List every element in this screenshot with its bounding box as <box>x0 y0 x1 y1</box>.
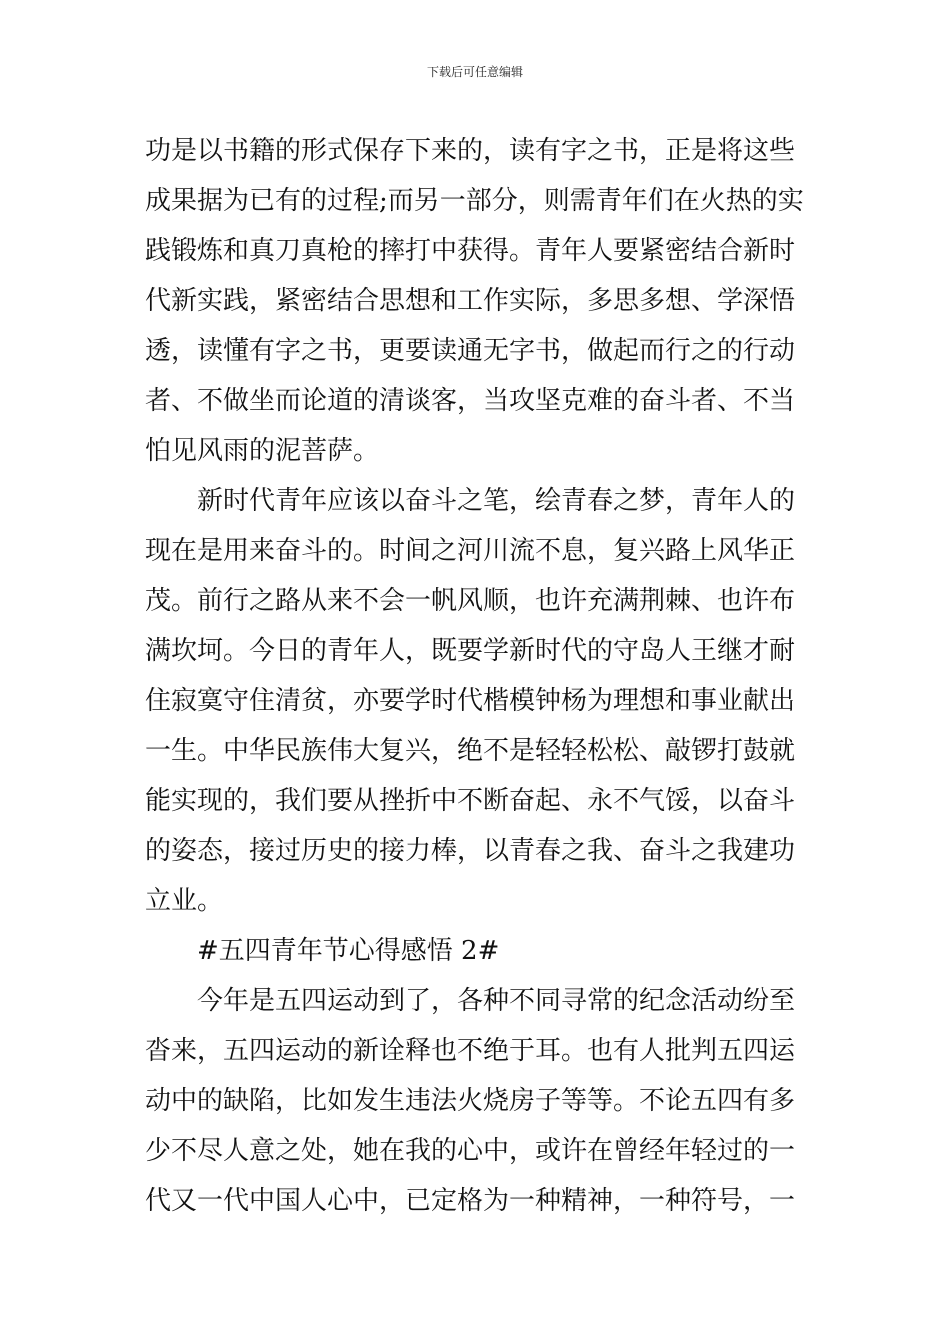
text-line: 少不尽人意之处，她在我的心中，或许在曾经年轻过的一 <box>145 1136 796 1166</box>
text-line: 的姿态，接过历史的接力棒，以青春之我、奋斗之我建功 <box>145 836 796 866</box>
text-line: 成果据为已有的过程;而另一部分，则需青年们在火热的实 <box>145 186 804 216</box>
text-line: 能实现的，我们要从挫折中不断奋起、永不气馁，以奋斗 <box>145 786 796 816</box>
text-line: 一生。中华民族伟大复兴，绝不是轻轻松松、敲锣打鼓就 <box>145 736 796 766</box>
text-line: 满坎坷。今日的青年人，既要学新时代的守岛人王继才耐 <box>145 636 796 666</box>
text-line: 沓来，五四运动的新诠释也不绝于耳。也有人批判五四运 <box>145 1036 796 1066</box>
text-line: 今年是五四运动到了，各种不同寻常的纪念活动纷至 <box>197 986 796 1016</box>
text-line: 者、不做坐而论道的清谈客，当攻坚克难的奋斗者、不当 <box>145 386 796 416</box>
text-line: 践锻炼和真刀真枪的摔打中获得。青年人要紧密结合新时 <box>145 236 796 266</box>
text-line: 代新实践，紧密结合思想和工作实际，多思多想、学深悟 <box>145 286 796 316</box>
text-line: 透，读懂有字之书，更要读通无字书，做起而行之的行动 <box>145 336 796 366</box>
text-line: 茂。前行之路从来不会一帆风顺，也许充满荆棘、也许布 <box>145 586 796 616</box>
text-line: 功是以书籍的形式保存下来的，读有字之书，正是将这些 <box>145 136 796 166</box>
text-line: 立业。 <box>145 886 224 916</box>
section-heading: #五四青年节心得感悟 2# <box>197 936 500 966</box>
page-header: 下载后可任意编辑 <box>426 65 523 79</box>
document-body <box>145 126 807 1226</box>
text-line: 住寂寞守住清贫，亦要学时代楷模钟杨为理想和事业献出 <box>145 686 796 716</box>
text-line: 动中的缺陷，比如发生违法火烧房子等等。不论五四有多 <box>145 1086 796 1116</box>
text-line: 新时代青年应该以奋斗之笔，绘青春之梦，青年人的 <box>197 486 796 516</box>
text-line: 代又一代中国人心中，已定格为一种精神，一种符号，一 <box>145 1186 796 1216</box>
text-line: 现在是用来奋斗的。时间之河川流不息，复兴路上风华正 <box>145 536 796 566</box>
text-line: 怕见风雨的泥菩萨。 <box>145 436 380 466</box>
